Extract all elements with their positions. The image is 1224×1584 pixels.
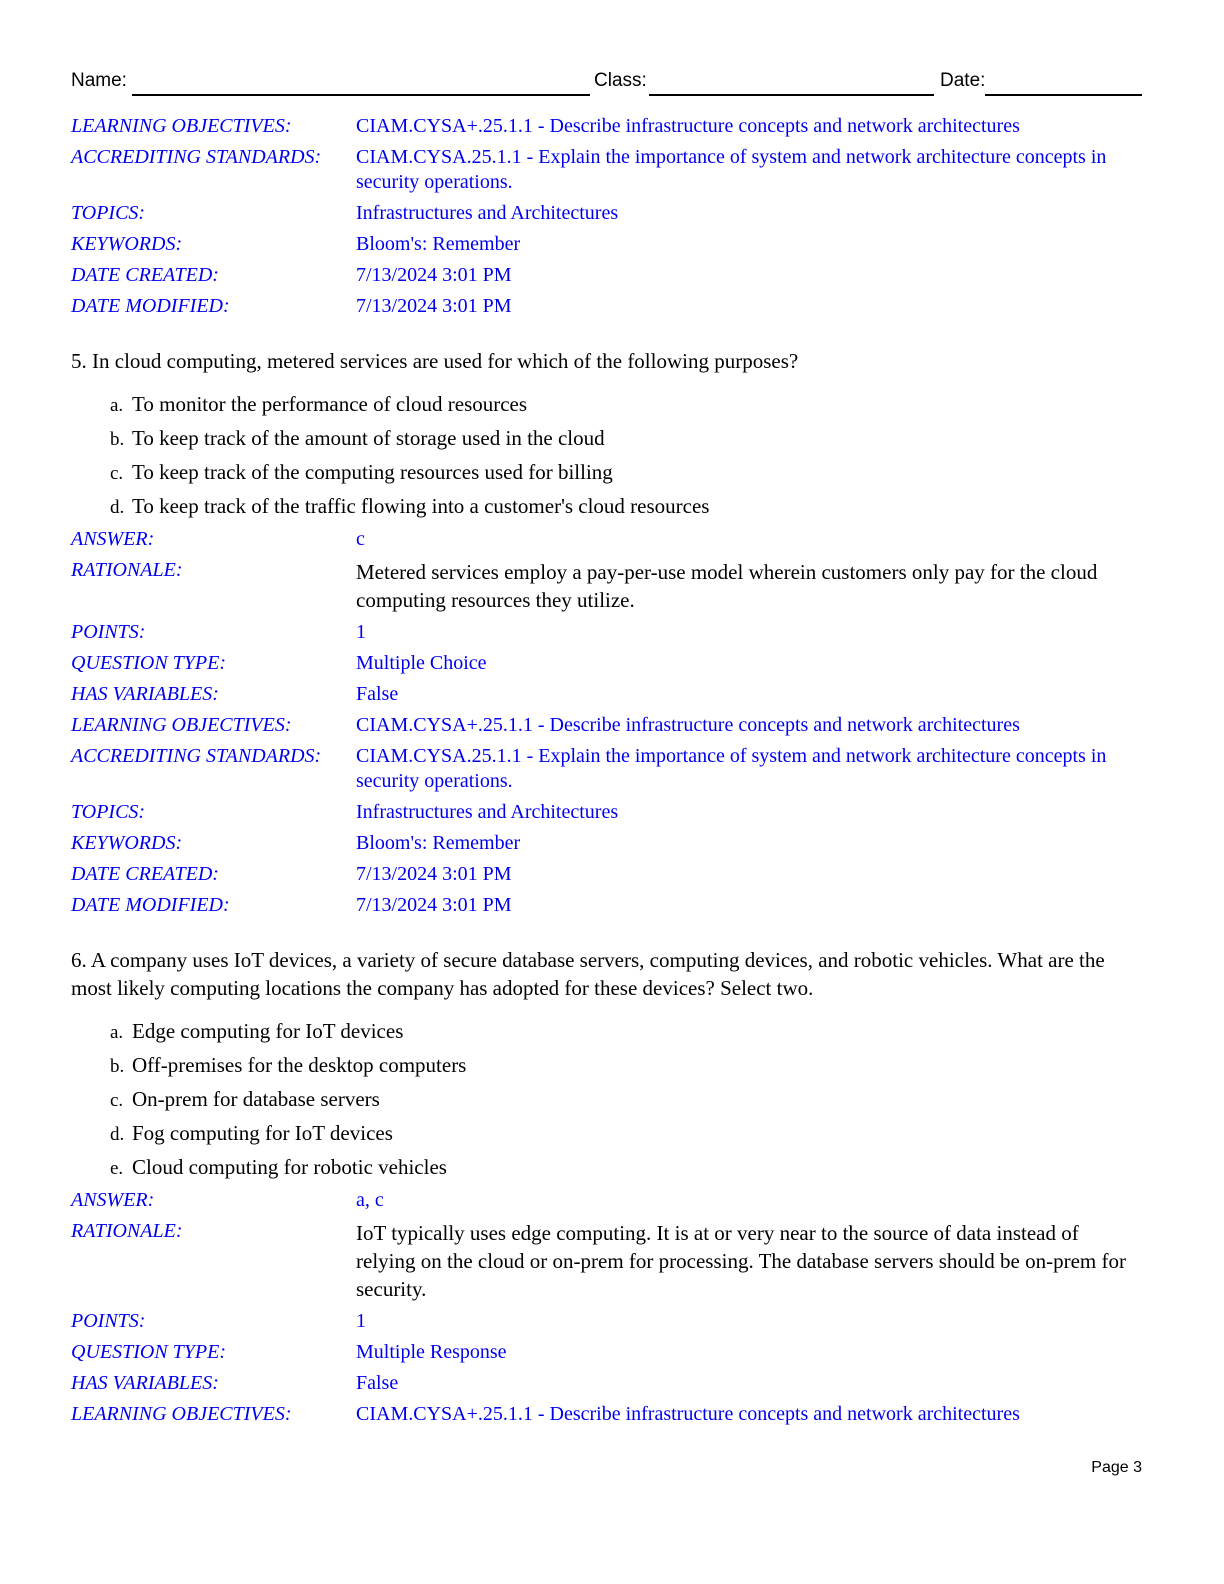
option-text: On-prem for database servers bbox=[132, 1087, 380, 1111]
option-b bbox=[110, 1052, 1143, 1080]
meta-key: HAS VARIABLES: bbox=[71, 1372, 219, 1394]
meta-key: DATE CREATED: bbox=[71, 264, 219, 286]
meta-value: CIAM.CYSA.25.1.1 - Explain the importance of system and network architecture concepts in security operations. bbox=[356, 745, 1107, 792]
page-content bbox=[71, 114, 1143, 1427]
answer-value: c bbox=[356, 528, 365, 550]
meta-key: TOPICS: bbox=[71, 202, 146, 224]
meta-key: ANSWER: bbox=[71, 528, 155, 550]
meta-row bbox=[71, 800, 1143, 825]
meta-key: ACCREDITING STANDARDS: bbox=[71, 745, 322, 767]
option-text: Off-premises for the desktop computers bbox=[132, 1053, 467, 1077]
meta-key: RATIONALE: bbox=[71, 559, 183, 581]
meta-key: TOPICS: bbox=[71, 801, 146, 823]
option-text: Edge computing for IoT devices bbox=[132, 1019, 404, 1043]
option-d bbox=[110, 493, 1143, 521]
option-letter: d. bbox=[110, 1124, 125, 1145]
meta-value: 7/13/2024 3:01 PM bbox=[356, 863, 512, 885]
option-text: To monitor the performance of cloud resources bbox=[132, 392, 528, 416]
meta-value: False bbox=[356, 1372, 399, 1394]
meta-row bbox=[71, 1402, 1143, 1427]
meta-row bbox=[71, 744, 1143, 794]
meta-key: POINTS: bbox=[71, 621, 146, 643]
meta-key: LEARNING OBJECTIVES: bbox=[71, 115, 292, 137]
meta-key: ANSWER: bbox=[71, 1189, 155, 1211]
rationale-text: IoT typically uses edge computing. It is at or very near to the source of data instead of relying on the cloud or on-prem for processing. The database servers should be on-prem for security. bbox=[356, 1221, 1126, 1301]
name-field[interactable] bbox=[132, 94, 590, 96]
option-a bbox=[110, 1018, 1143, 1046]
meta-value: CIAM.CYSA+.25.1.1 - Describe infrastructure concepts and network architectures bbox=[356, 115, 1020, 137]
name-label: Name: bbox=[71, 70, 127, 91]
option-c bbox=[110, 459, 1143, 487]
meta-row bbox=[71, 1340, 1143, 1365]
meta-key: KEYWORDS: bbox=[71, 832, 183, 854]
rationale-text: Metered services employ a pay-per-use model wherein customers only pay for the cloud computing resources they utilize. bbox=[356, 560, 1098, 612]
class-label: Class: bbox=[594, 70, 647, 91]
meta-row bbox=[71, 831, 1143, 856]
meta-key: DATE CREATED: bbox=[71, 863, 219, 885]
option-c bbox=[110, 1086, 1143, 1114]
question-text: 5. In cloud computing, metered services are used for which of the following purposes? bbox=[71, 349, 799, 373]
meta-key: ACCREDITING STANDARDS: bbox=[71, 146, 322, 168]
option-a bbox=[110, 391, 1143, 419]
answer-options bbox=[110, 1018, 1143, 1182]
meta-row bbox=[71, 862, 1143, 887]
meta-row bbox=[71, 713, 1143, 738]
meta-key: LEARNING OBJECTIVES: bbox=[71, 1403, 292, 1425]
meta-value: 1 bbox=[356, 621, 366, 643]
date-field[interactable] bbox=[985, 94, 1142, 96]
meta-row bbox=[71, 620, 1143, 645]
meta-value: 1 bbox=[356, 1310, 366, 1332]
previous-question-metadata bbox=[71, 114, 1143, 319]
meta-value: Multiple Response bbox=[356, 1341, 507, 1363]
meta-row bbox=[71, 145, 1143, 195]
option-text: To keep track of the traffic flowing into a customer's cloud resources bbox=[132, 494, 710, 518]
meta-value: Bloom's: Remember bbox=[356, 832, 521, 854]
meta-row bbox=[71, 1219, 1143, 1303]
meta-key: LEARNING OBJECTIVES: bbox=[71, 714, 292, 736]
date-label: Date: bbox=[940, 70, 986, 91]
question-6 bbox=[71, 946, 1143, 1427]
option-text: Cloud computing for robotic vehicles bbox=[132, 1155, 447, 1179]
option-letter: c. bbox=[110, 1090, 124, 1111]
meta-row bbox=[71, 232, 1143, 257]
meta-key: DATE MODIFIED: bbox=[71, 295, 230, 317]
option-b bbox=[110, 425, 1143, 453]
option-letter: e. bbox=[110, 1158, 124, 1179]
option-d bbox=[110, 1120, 1143, 1148]
meta-key: HAS VARIABLES: bbox=[71, 683, 219, 705]
answer-value: a, c bbox=[356, 1189, 384, 1211]
option-letter: a. bbox=[110, 1022, 124, 1043]
option-e bbox=[110, 1154, 1143, 1182]
option-text: To keep track of the computing resources used for billing bbox=[132, 460, 613, 484]
meta-value: CIAM.CYSA+.25.1.1 - Describe infrastructure concepts and network architectures bbox=[356, 714, 1020, 736]
option-letter: a. bbox=[110, 395, 124, 416]
option-letter: d. bbox=[110, 497, 125, 518]
meta-key: RATIONALE: bbox=[71, 1220, 183, 1242]
meta-key: QUESTION TYPE: bbox=[71, 1341, 227, 1363]
option-letter: b. bbox=[110, 429, 125, 450]
page-number: Page 3 bbox=[1091, 1459, 1142, 1476]
meta-row bbox=[71, 1188, 1143, 1213]
meta-value: 7/13/2024 3:01 PM bbox=[356, 894, 512, 916]
meta-key: DATE MODIFIED: bbox=[71, 894, 230, 916]
question-text: 6. A company uses IoT devices, a variety of secure database servers, computing devices, and robotic vehicles. What are the most likely computing locations the company has adopted for these devices? Select two. bbox=[71, 948, 1105, 1000]
meta-key: KEYWORDS: bbox=[71, 233, 183, 255]
answer-options bbox=[110, 391, 1143, 521]
meta-row bbox=[71, 1309, 1143, 1334]
meta-row bbox=[71, 114, 1143, 139]
meta-value: Multiple Choice bbox=[356, 652, 487, 674]
meta-value: CIAM.CYSA+.25.1.1 - Describe infrastructure concepts and network architectures bbox=[356, 1403, 1020, 1425]
meta-row bbox=[71, 263, 1143, 288]
meta-row bbox=[71, 1371, 1143, 1396]
meta-row bbox=[71, 294, 1143, 319]
meta-value: Bloom's: Remember bbox=[356, 233, 521, 255]
meta-row bbox=[71, 651, 1143, 676]
meta-row bbox=[71, 893, 1143, 918]
meta-value: False bbox=[356, 683, 399, 705]
meta-row bbox=[71, 682, 1143, 707]
class-field[interactable] bbox=[649, 94, 934, 96]
page-header bbox=[71, 70, 1142, 96]
meta-value: CIAM.CYSA.25.1.1 - Explain the importance of system and network architecture concepts in security operations. bbox=[356, 146, 1107, 193]
meta-row bbox=[71, 558, 1143, 614]
meta-value: 7/13/2024 3:01 PM bbox=[356, 264, 512, 286]
option-text: Fog computing for IoT devices bbox=[132, 1121, 393, 1145]
meta-value: Infrastructures and Architectures bbox=[356, 202, 619, 224]
meta-row bbox=[71, 201, 1143, 226]
meta-row bbox=[71, 527, 1143, 552]
option-letter: b. bbox=[110, 1056, 125, 1077]
meta-value: 7/13/2024 3:01 PM bbox=[356, 295, 512, 317]
meta-key: POINTS: bbox=[71, 1310, 146, 1332]
option-text: To keep track of the amount of storage used in the cloud bbox=[132, 426, 605, 450]
option-letter: c. bbox=[110, 463, 124, 484]
meta-value: Infrastructures and Architectures bbox=[356, 801, 619, 823]
question-5 bbox=[71, 347, 1143, 918]
meta-key: QUESTION TYPE: bbox=[71, 652, 227, 674]
